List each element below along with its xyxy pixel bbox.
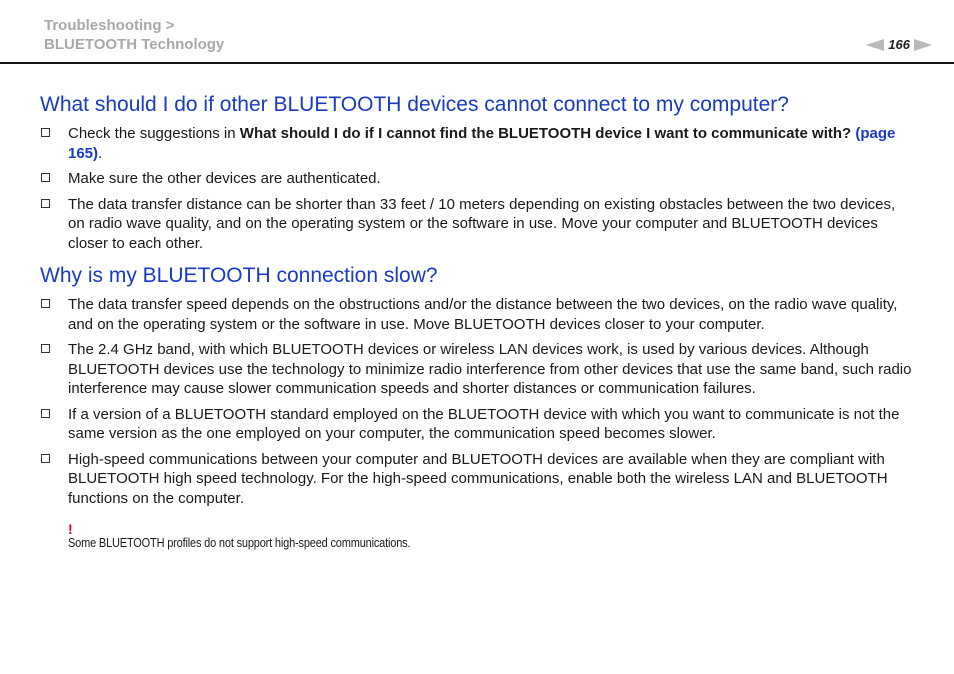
list-item — [40, 405, 915, 444]
breadcrumb — [44, 16, 224, 54]
checkbox-bullet-icon — [41, 454, 50, 463]
list-item — [40, 340, 915, 399]
item-text-period: . — [98, 144, 103, 162]
next-page-icon[interactable] — [914, 39, 932, 51]
note-text: Some BLUETOOTH profiles do not support high-speed communications. — [68, 536, 411, 550]
checkbox-bullet-icon — [41, 344, 50, 353]
list-item — [40, 450, 915, 509]
item-text: If a version of a BLUETOOTH standard employed on the BLUETOOTH device with which you want to communicate is not the same version as the one employed on your computer, the communication speed becomes slower. — [68, 405, 900, 442]
section-heading-slow-connection: Why is my BLUETOOTH connection slow? — [40, 264, 438, 287]
list-item — [40, 124, 915, 163]
page-165-link[interactable]: (page 165) — [68, 125, 896, 162]
checkbox-bullet-icon — [41, 299, 50, 308]
item-text: Make sure the other devices are authenticated. — [68, 170, 381, 187]
item-text: The 2.4 GHz band, with which BLUETOOTH devices or wireless LAN devices work, is used by various devices. Although BLUETOOTH devices use the technology to minimize radio interference from other devices that use the same band, such radio interference may cause slower communication speeds and shorter distances or communication failures. — [68, 341, 912, 397]
checkbox-bullet-icon — [41, 409, 50, 418]
item-text: The data transfer speed depends on the obstructions and/or the distance between the two devices, on the radio wave quality, and on the operating system or the software in use. Move BLUETOOTH devices closer to your computer. — [68, 296, 898, 333]
section-heading-cannot-connect: What should I do if other BLUETOOTH devices cannot connect to my computer? — [40, 93, 789, 116]
breadcrumb-section[interactable]: Troubleshooting > — [44, 17, 175, 34]
previous-page-icon[interactable] — [866, 39, 884, 51]
checkbox-bullet-icon — [41, 173, 50, 182]
cross-reference-title: What should I do if I cannot find the BLUETOOTH device I want to communicate with? — [239, 125, 852, 142]
checkbox-bullet-icon — [41, 128, 50, 137]
breadcrumb-topic[interactable]: BLUETOOTH Technology — [44, 36, 225, 53]
main-content — [40, 92, 915, 550]
header-divider — [0, 62, 954, 64]
list-item — [40, 195, 915, 254]
item-text: Check the suggestions in — [68, 125, 240, 142]
page-number: 166 — [888, 37, 910, 52]
item-text: The data transfer distance can be shorter than 33 feet / 10 meters depending on existing obstacles between the two devices, on radio wave quality, and on the operating system or the software in use. Move your computer and BLUETOOTH devices closer to each other. — [68, 195, 896, 252]
suggestion-list — [40, 124, 915, 253]
warning-exclamation-icon: ! — [68, 521, 73, 537]
list-item — [40, 169, 915, 189]
note-box — [68, 522, 915, 550]
reason-list — [40, 295, 915, 508]
list-item — [40, 295, 915, 334]
page-navigation — [866, 37, 932, 52]
checkbox-bullet-icon — [41, 199, 50, 208]
item-text: High-speed communications between your computer and BLUETOOTH devices are available when they are compliant with BLUETOOTH high speed technology. For the high-speed communications, enable both the wireless LAN and BLUETOOTH functions on the computer. — [68, 450, 888, 507]
